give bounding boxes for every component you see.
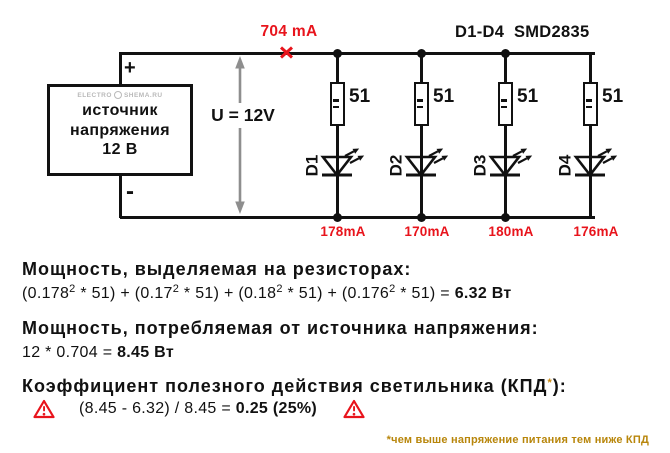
diode-label: D4 xyxy=(555,154,575,177)
calc3-formula: (8.45 - 6.32) / 8.45 = 0.25 (25%) xyxy=(79,400,318,417)
watermark-right: SHEMA.RU xyxy=(123,91,163,99)
resistor-value: 51 xyxy=(517,86,539,107)
voltage-arrow-icon xyxy=(231,55,249,215)
source-label-line1: источник xyxy=(82,102,158,119)
footnote: *чем выше напряжение питания тем ниже КПД xyxy=(386,434,649,446)
watermark-logo-icon xyxy=(114,91,122,99)
source-top-wire xyxy=(119,52,122,86)
branch-wire xyxy=(420,53,423,217)
warning-icon xyxy=(343,399,365,419)
circuit-branch xyxy=(545,53,641,239)
junction-dot xyxy=(501,213,510,222)
junction-dot xyxy=(333,213,342,222)
branch-wire xyxy=(589,53,592,217)
calc3-formula-row xyxy=(22,399,365,419)
circuit-branch xyxy=(292,53,388,239)
junction-dot xyxy=(333,49,342,58)
resistor-symbol xyxy=(498,82,513,126)
circuit-branch xyxy=(376,53,472,239)
branch-wire xyxy=(504,53,507,217)
plus-terminal-label: + xyxy=(124,57,136,79)
diode-label: D2 xyxy=(386,154,406,177)
watermark xyxy=(50,91,190,99)
watermark-left: ELECTRO xyxy=(77,91,112,99)
measure-point-x-icon xyxy=(279,46,294,59)
branch-current: 170mA xyxy=(404,224,450,239)
warning-icon xyxy=(33,399,55,419)
source-label-line3: 12 В xyxy=(102,141,138,158)
junction-dot xyxy=(417,213,426,222)
resistor-value: 51 xyxy=(433,86,455,107)
branch-wire xyxy=(336,53,339,217)
led-part-number-label: D1-D4 SMD2835 xyxy=(455,23,590,41)
resistor-value: 51 xyxy=(602,86,624,107)
branch-current: 180mA xyxy=(488,224,534,239)
source-bottom-wire xyxy=(119,175,122,218)
calc1-formula: $(0.178^2 * 51) + (0.17^2 * 51) + (0.18^2 * 51) + (0.176^2 * 51) = 6.32$ Вт xyxy=(22,283,512,302)
minus-terminal-label: - xyxy=(126,178,134,205)
circuit-branch xyxy=(460,53,556,239)
calc3-heading: Коэффициент полезного действия светильника (КПД*): xyxy=(22,376,567,396)
diode-label: D3 xyxy=(470,154,490,177)
resistor-value: 51 xyxy=(349,86,371,107)
resistor-symbol xyxy=(414,82,429,126)
calc1-heading: Мощность, выделяемая на резисторах: xyxy=(22,259,412,279)
resistor-symbol xyxy=(583,82,598,126)
junction-dot xyxy=(417,49,426,58)
source-label-line2: напряжения xyxy=(70,121,170,139)
resistor-symbol xyxy=(330,82,345,126)
diode-label: D1 xyxy=(302,154,322,177)
voltage-label: U = 12V xyxy=(200,103,286,128)
calc2-formula: 12 * 0.704 = 8.45 Вт xyxy=(22,344,174,361)
branch-current: 176mA xyxy=(573,224,619,239)
branch-current: 178mA xyxy=(320,224,366,239)
total-current-label: 704 mA xyxy=(260,23,318,40)
junction-dot xyxy=(501,49,510,58)
calc2-heading: Мощность, потребляемая от источника напряжения: xyxy=(22,318,539,338)
voltage-source-box xyxy=(47,84,193,176)
